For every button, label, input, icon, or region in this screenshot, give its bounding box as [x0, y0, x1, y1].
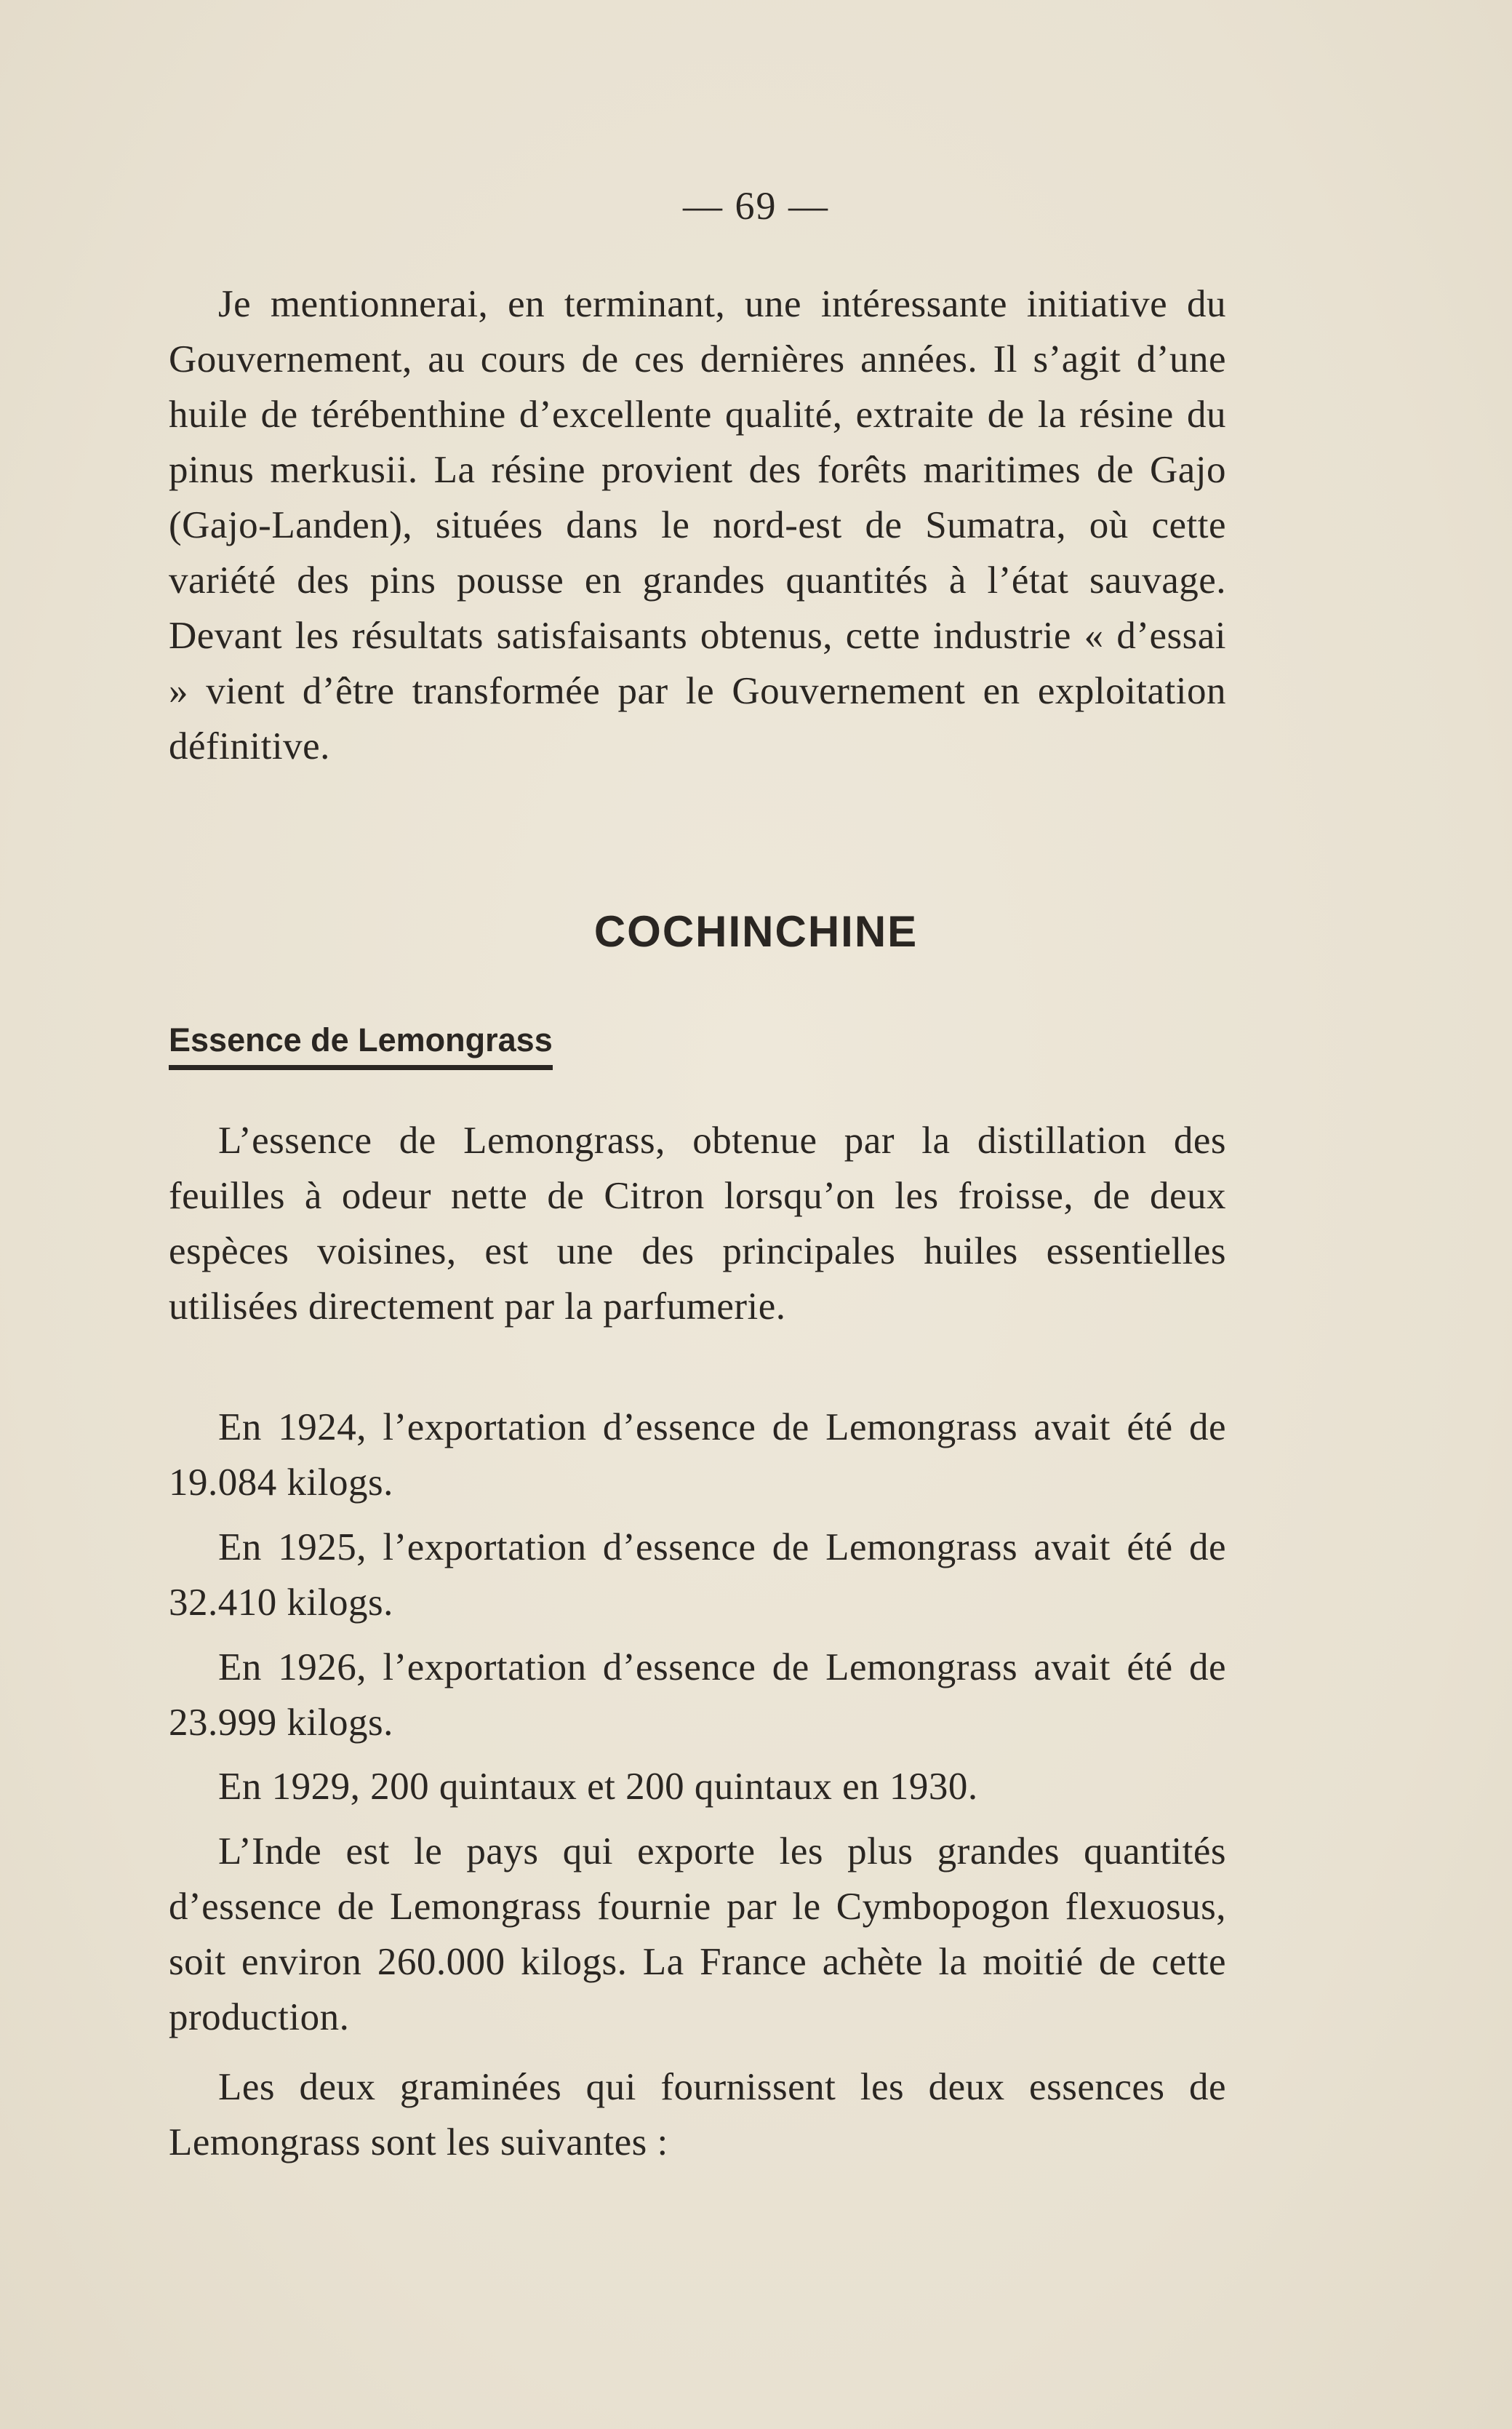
paragraph-india-export: L’Inde est le pays qui exporte les plus grandes quantités d’essence de Lemongrass fournie par le Cymbopogon flexuosus, soit environ 260.000 kilogs. La France achète la moitié de cette production.	[169, 1830, 1226, 2038]
paragraph-export-1926: En 1926, l’exportation d’essence de Lemongrass avait été de 23.999 kilogs.	[169, 1646, 1226, 1744]
paragraph-export-1929-1930: En 1929, 200 quintaux et 200 quintaux en 1930.	[218, 1766, 978, 1808]
section-title: COCHINCHINE	[593, 907, 919, 956]
paragraph-lemongrass-intro: L’essence de Lemongrass, obtenue par la distillation des feuilles à odeur nette de Citron lorsqu’on les froisse, de deux espèces voisines, est une des principales huiles essentielles utilisées directement par la parfumerie.	[169, 1120, 1226, 1328]
page-number: — 69 —	[683, 184, 829, 228]
paragraph-export-1924: En 1924, l’exportation d’essence de Lemongrass avait été de 19.084 kilogs.	[169, 1406, 1226, 1504]
section-subtitle: Essence de Lemongrass	[169, 1021, 553, 1070]
paragraph-export-1925: En 1925, l’exportation d’essence de Lemongrass avait été de 32.410 kilogs.	[169, 1526, 1226, 1624]
paragraph-turpentine-initiative: Je mentionnerai, en terminant, une intéressante initiative du Gouvernement, au cours de ces dernières années. Il s’agit d’une huile de térébenthine d’excellente qualité, extraite de la résine du pinus merkusii. La résine provient des forêts maritimes de Gajo (Gajo-Landen), situées dans le nord-est de Sumatra, où cette variété des pins pousse en grandes quantités à l’état sauvage. Devant les résultats satisfaisants obtenus, cette industrie « d’essai » vient d’être transformée par le Gouvernement en exploitation définitive.	[169, 283, 1226, 767]
paragraph-graminees: Les deux graminées qui fournissent les deux essences de Lemongrass sont les suivantes :	[169, 2066, 1226, 2163]
